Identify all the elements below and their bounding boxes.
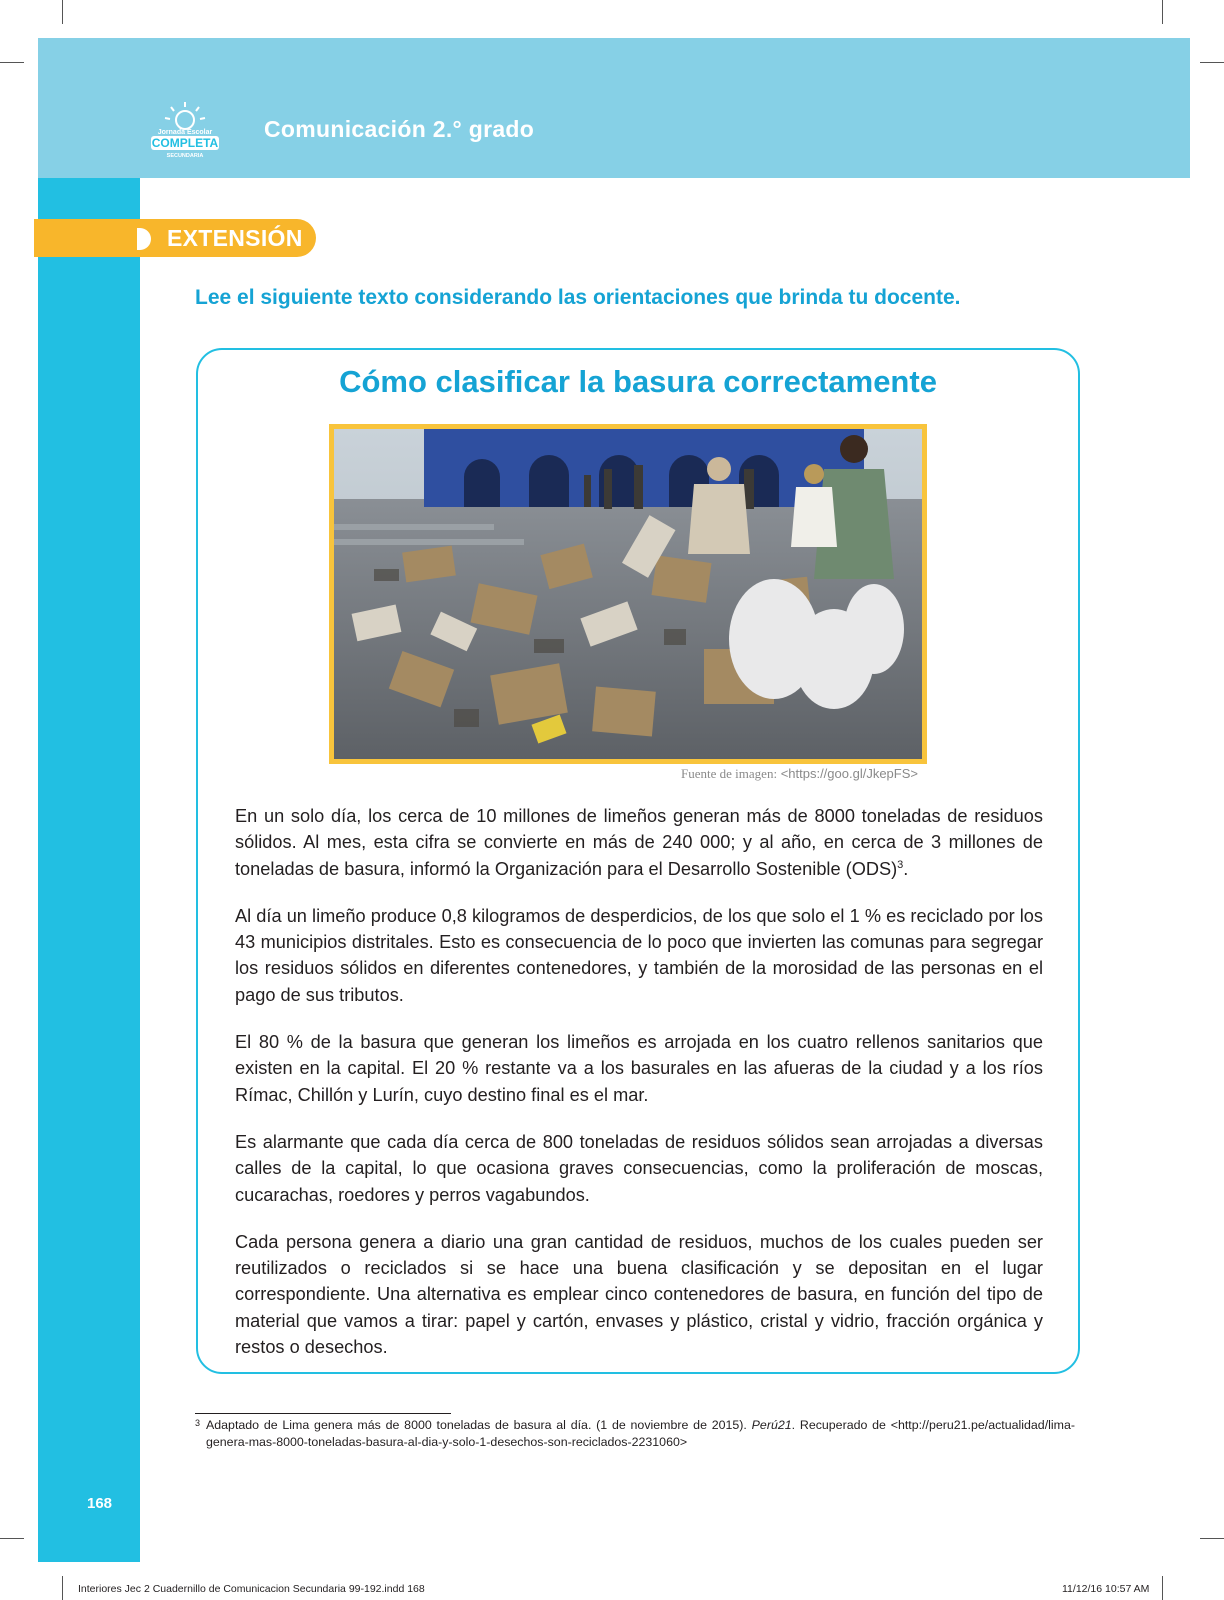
paragraph: Al día un limeño produce 0,8 kilogramos de desperdicios, de los que solo el 1 % es reciclado por los 43 municipios distritales. Esto es consecuencia de lo poco que invierten las comunas para segregar los residuos sólidos en diferentes contenedores, y también de la morosidad de las personas en el pago de sus tributos. bbox=[235, 905, 1043, 1005]
footnote-number: 3 bbox=[195, 1418, 201, 1428]
crop-mark bbox=[0, 62, 24, 63]
article-title: Cómo clasificar la basura correctamente bbox=[339, 364, 937, 399]
header-title: Comunicación 2.° grado bbox=[264, 116, 535, 142]
paragraph: Cada persona genera a diario una gran cantidad de residuos, muchos de los cuales pueden ser reutilizados o reciclados si se hace una buena clasificación y se depositan en el lugar correspondiente. Una alternativa es emplear cinco contenedores de basura, en función del tipo de material que vamos a tirar: papel y cartón, envases y plástico, cristal y vidrio, fracción orgánica y restos o desechos. bbox=[235, 1231, 1043, 1358]
crop-mark bbox=[0, 1538, 24, 1539]
paragraph-text: En un solo día, los cerca de 10 millones de limeños generan más de 8000 toneladas de residuos sólidos. Al mes, esta cifra se convierte en más de 240 000; y al año, en cerca de 3 millones de toneladas de basura, informó la Organización para el Desarrollo Sostenible (ODS) bbox=[235, 806, 1043, 879]
footnote-ref: 3 bbox=[897, 858, 904, 871]
crop-mark bbox=[62, 1576, 63, 1600]
image-caption-url: <https://goo.gl/JkepFS> bbox=[780, 766, 918, 781]
crop-mark bbox=[1200, 1538, 1224, 1539]
footnote-text-end: . Recuperado de <http://peru21.pe/actualidad/lima-genera-mas-8000-toneladas-basura-al-dia-y-solo-1-desechos-son-reciclados-2231060> bbox=[206, 1418, 1075, 1449]
side-band bbox=[38, 178, 140, 1562]
print-slug-file: Interiores Jec 2 Cuadernillo de Comunicacion Secundaria 99-192.indd 168 bbox=[78, 1583, 425, 1595]
crop-mark bbox=[1162, 1576, 1163, 1600]
image-caption-label: Fuente de imagen: bbox=[681, 766, 778, 781]
svg-text:SECUNDARIA: SECUNDARIA bbox=[166, 153, 204, 159]
page-number: 168 bbox=[87, 1495, 113, 1512]
svg-text:COMPLETA: COMPLETA bbox=[151, 136, 219, 150]
section-label: EXTENSIÓN bbox=[167, 225, 303, 251]
jornada-escolar-logo bbox=[145, 98, 225, 160]
footnote bbox=[195, 1417, 1075, 1451]
garbage-photo bbox=[329, 424, 927, 764]
paragraph: El 80 % de la basura que generan los limeños es arrojada en los cuatro rellenos sanitarios que existen en la capital. El 20 % restante va a los basurales en las afueras de la ciudad y a los ríos Rímac, Chillón y Lurín, cuyo destino final es el mar. bbox=[235, 1032, 1043, 1105]
svg-text:Jornada Escolar: Jornada Escolar bbox=[157, 129, 213, 136]
image-caption bbox=[430, 766, 918, 782]
footnote-divider bbox=[195, 1413, 451, 1414]
footnote-body bbox=[195, 1417, 1075, 1451]
paragraph: En un solo día, los cerca de 10 millones de limeños generan más de 8000 toneladas de residuos sólidos. Al mes, esta cifra se convierte en más de 240 000; y al año, en cerca de 3 millones de toneladas de basura, informó la Organización para el Desarrollo Sostenible (ODS)$^3$. bbox=[235, 806, 1043, 879]
print-slug-date: 11/12/16 10:57 AM bbox=[1062, 1583, 1150, 1595]
article-body bbox=[235, 803, 1043, 1381]
instruction-text: Lee el siguiente texto considerando las orientaciones que brinda tu docente. bbox=[195, 286, 961, 309]
crop-mark bbox=[1162, 0, 1163, 24]
crop-mark bbox=[1200, 62, 1224, 63]
crop-mark bbox=[62, 0, 63, 24]
paragraph: Es alarmante que cada día cerca de 800 toneladas de residuos sólidos sean arrojadas a diversas calles de la capital, lo que ocasiona graves consecuencias, como la proliferación de moscas, cucarachas, roedores y perros vagabundos. bbox=[235, 1131, 1043, 1205]
footnote-source: Perú21 bbox=[751, 1418, 792, 1432]
footnote-text: Adaptado de Lima genera más de 8000 toneladas de basura al día. (1 de noviembre de 2015). bbox=[206, 1418, 752, 1432]
